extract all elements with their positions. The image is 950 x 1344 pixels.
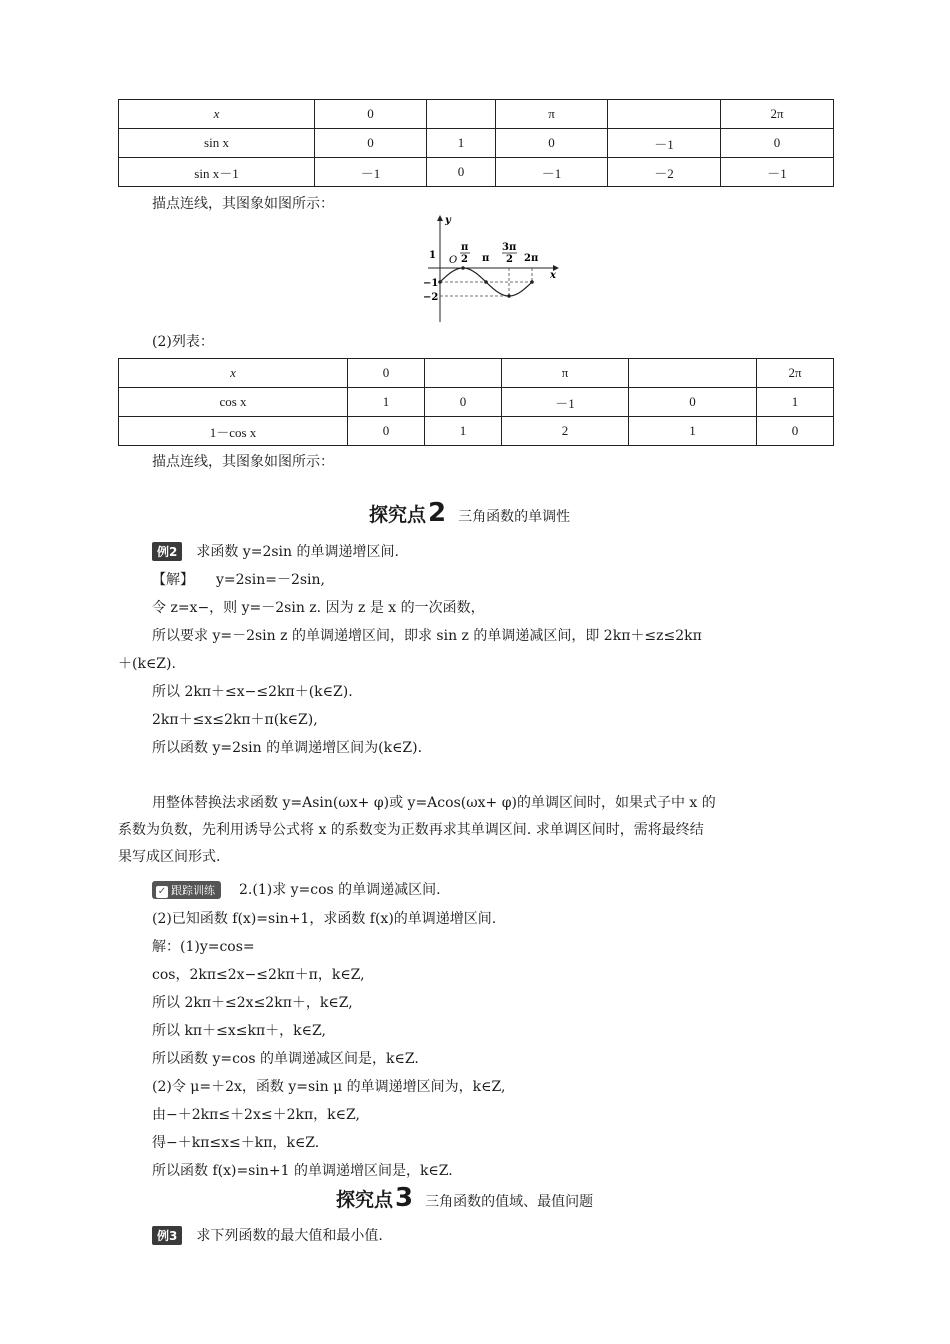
x-tick-pi: π <box>482 253 490 264</box>
example-3-question <box>152 1225 383 1245</box>
section-subtitle: 三角函数的值域、最值问题 <box>425 1194 594 1210</box>
graph-point-3 <box>507 294 511 298</box>
table-row <box>119 388 834 417</box>
solution-line: 所以 2kπ＋≤x−≤2kπ＋(k∈Z). <box>152 684 353 700</box>
table-cell: 2π <box>721 100 834 129</box>
table-cell: 1 <box>427 129 496 158</box>
table-cell <box>629 359 757 388</box>
table-cell: sin x－1 <box>119 158 315 187</box>
table-cell: cos x <box>119 388 348 417</box>
table-cell <box>427 100 496 129</box>
table-cell: －1 <box>721 158 834 187</box>
table-cell <box>608 100 721 129</box>
section-heading-2 <box>369 498 570 528</box>
solution-line: 所以函数 y=2sin 的单调递增区间为(k∈Z). <box>152 740 423 756</box>
exercise-line: 得−＋kπ≤x≤＋kπ，k∈Z. <box>152 1135 320 1151</box>
table-cell: 2π <box>757 359 834 388</box>
table-cell: 0 <box>425 388 502 417</box>
table-cell <box>425 359 502 388</box>
x-tick-3pi-half-den: 2 <box>506 254 513 265</box>
method-note-line: 系数为负数，先利用诱导公式将 x 的系数变为正数再求其单调区间. 求单调区间时，需将最终结 <box>118 822 704 838</box>
method-note-line: 用整体替换法求函数 y=Asin(ωx+ φ)或 y=Acos(ωx+ φ)的单调区间时，如果式子中 x 的 <box>152 795 716 811</box>
table-cell: 0 <box>757 417 834 446</box>
exercise-line: (2)令 μ=＋2x，函数 y=sin μ 的单调递增区间为，k∈Z, <box>152 1079 506 1095</box>
table-cell: 1 <box>425 417 502 446</box>
table-cell: 0 <box>348 417 425 446</box>
table-cell: 0 <box>315 100 427 129</box>
solution-line <box>152 569 325 589</box>
sine-graph <box>418 212 563 324</box>
graph-point-4 <box>530 280 534 284</box>
tracking-exercise-badge: ✓ 跟踪训练 <box>152 881 221 899</box>
solution-line: 令 z=x−，则 y=－2sin z. 因为 z 是 x 的一次函数， <box>152 600 485 616</box>
table-cell: π <box>496 100 608 129</box>
exercise-question <box>152 879 441 899</box>
table-cell: x <box>119 100 315 129</box>
solution-line: 2kπ＋≤x≤2kπ＋π(k∈Z), <box>152 712 318 728</box>
value-table-sin <box>118 99 834 187</box>
value-table-cos <box>118 358 834 446</box>
x-tick-pi-half-num: π <box>461 242 469 253</box>
y-tick-one: 1 <box>429 250 436 261</box>
table-cell: sin x <box>119 129 315 158</box>
exercise-q1: 2.(1)求 y=cos 的单调递减区间. <box>239 882 441 898</box>
solution-label: 【解】 <box>152 572 194 588</box>
exercise-line: cos，2kπ≤2x−≤2kπ＋π，k∈Z, <box>152 967 365 983</box>
exercise-line: 由−＋2kπ≤＋2x≤＋2kπ，k∈Z, <box>152 1107 360 1123</box>
solution-text: y=2sin=－2sin, <box>216 572 325 588</box>
exercise-line: 所以 2kπ＋≤2x≤2kπ＋，k∈Z, <box>152 995 353 1011</box>
table-cell: －1 <box>608 129 721 158</box>
part-2-label: (2)列表： <box>152 334 214 350</box>
check-icon: ✓ <box>157 886 167 897</box>
exercise-line: 解：(1)y=cos= <box>152 939 255 955</box>
table-cell: 0 <box>629 388 757 417</box>
table-cell: 2 <box>502 417 629 446</box>
solution-line: 所以要求 y=－2sin z 的单调递增区间，即求 sin z 的单调递减区间，即 2kπ＋≤z≤2kπ <box>152 628 702 644</box>
section-title: 探究点 <box>369 504 427 526</box>
section-title: 探究点 <box>336 1189 394 1211</box>
graph-point-0 <box>438 280 442 284</box>
example-badge: 例2 <box>152 542 182 561</box>
table-cell: －1 <box>502 388 629 417</box>
exercise-line: 所以函数 y=cos 的单调递减区间是，k∈Z. <box>152 1051 419 1067</box>
section-number: 3 <box>395 1183 414 1213</box>
caption-graph-1: 描点连线，其图象如图所示： <box>152 196 334 212</box>
table-cell: x <box>119 359 348 388</box>
table-cell: π <box>502 359 629 388</box>
graph-point-1 <box>461 266 465 270</box>
question-text: 求下列函数的最大值和最小值. <box>196 1228 383 1244</box>
table-cell: 1 <box>629 417 757 446</box>
x-tick-2pi: 2π <box>524 253 539 264</box>
method-note-line: 果写成区间形式. <box>118 849 221 865</box>
table-row <box>119 129 834 158</box>
table-row <box>119 417 834 446</box>
section-number: 2 <box>428 498 447 528</box>
table-cell: －1 <box>315 158 427 187</box>
table-cell: －1 <box>496 158 608 187</box>
y-tick-neg-two: −2 <box>423 292 439 303</box>
table-cell: 0 <box>315 129 427 158</box>
table-cell: 1－cos x <box>119 417 348 446</box>
x-axis-label: x <box>550 270 556 281</box>
table-cell: 0 <box>348 359 425 388</box>
table-row <box>119 359 834 388</box>
table-row <box>119 100 834 129</box>
section-subtitle: 三角函数的单调性 <box>458 509 571 525</box>
section-heading-3 <box>336 1183 593 1213</box>
table-row <box>119 158 834 187</box>
example-2-question <box>152 541 399 561</box>
origin-label: O <box>449 255 458 266</box>
table-cell: 1 <box>757 388 834 417</box>
y-tick-neg-one: −1 <box>423 278 439 289</box>
exercise-line: 所以函数 f(x)=sin+1 的单调递增区间是，k∈Z. <box>152 1163 453 1179</box>
table-cell: 0 <box>721 129 834 158</box>
table-cell: 0 <box>496 129 608 158</box>
table-cell: 1 <box>348 388 425 417</box>
table-cell: 0 <box>427 158 496 187</box>
y-axis-label: y <box>445 215 451 226</box>
solution-line: ＋(k∈Z). <box>118 656 176 672</box>
table-cell: －2 <box>608 158 721 187</box>
x-tick-pi-half-den: 2 <box>461 254 468 265</box>
graph-point-2 <box>484 280 488 284</box>
x-tick-3pi-half-num: 3π <box>502 242 517 253</box>
caption-graph-2: 描点连线，其图象如图所示： <box>152 454 334 470</box>
example-badge: 例3 <box>152 1226 182 1245</box>
exercise-line: 所以 kπ＋≤x≤kπ＋，k∈Z, <box>152 1023 326 1039</box>
question-text: 求函数 y=2sin 的单调递增区间. <box>196 544 399 560</box>
exercise-line: (2)已知函数 f(x)=sin+1，求函数 f(x)的单调递增区间. <box>152 911 497 927</box>
